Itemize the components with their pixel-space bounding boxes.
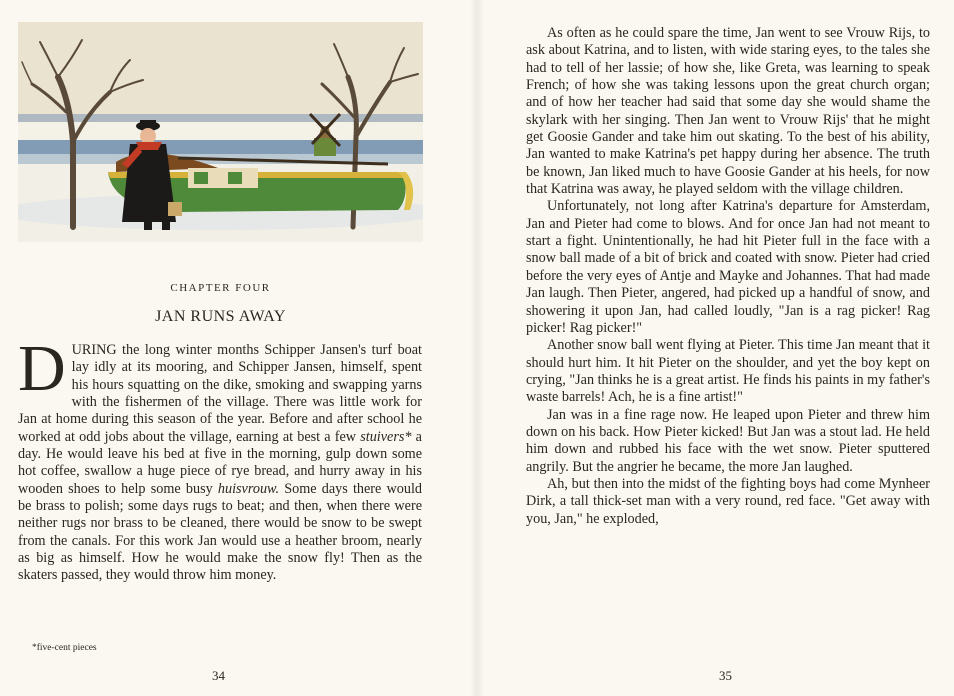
winter-scene-icon (18, 22, 423, 242)
chapter-title: JAN RUNS AWAY (155, 308, 286, 325)
paragraph: Jan was in a fine rage now. He leaped upon Pieter and threw him down on his back. How Pieter kicked! But Jan was a stout lad. He held him down and rubbed his face with the wet snow. Pieter sputtered angrily. But the angrier he became, the more Jan laughed. (526, 406, 930, 475)
chapter-illustration (18, 22, 423, 242)
page-number-right: 35 (719, 668, 732, 683)
paragraph (18, 332, 422, 585)
paragraph-text: URING the long winter months Schipper Jansen's turf boat lay idly at its mooring, and Schipper Jansen, himself, spent his hours squatting on the dike, smoking and swapping yarns with the fishermen of the village. There was little work for Jan at home during this season of the year. Before and after school he worked at odd jobs about the village, earning at best a few (18, 342, 422, 445)
paragraph: Unfortunately, not long after Katrina's departure for Amsterdam, Jan and Pieter had come to blows. And for once Jan had not meant to start a fight. Unintentionally, he had hit Pieter full in the face with a snow ball made of a bit of brick and coated with snow. Pieter had cried before the very eyes of Antje and Mayke and Johannes. That had made Jan laugh. Then Pieter, angered, had picked up a handful of snow, and showering it upon Jan, had called loudly, "Jan is a rag picker! Rag picker! Rag picker!" (526, 198, 930, 336)
paragraph: As often as he could spare the time, Jan went to see Vrouw Rijs, to ask about Katrina, and to listen, with wide staring eyes, to the tales she had to tell of her lassie; of how she, like Greta, was learning to speak French; of how she was taking lessons upon the great church organ; and of how her teacher had said that some day she would shame the skylark with her singing. Then Jan went to Vrouw Rijs' that he might get Goosie Gander and take him out skating. To the best of his ability, Jan wanted to make Katrina's pet happy during her absence. The truth be known, Jan liked much to have Goosie Gander at his heels, for now that Katrina was away, he played seldom with the village children. (526, 25, 930, 198)
right-page (477, 0, 954, 696)
left-body-text (18, 332, 422, 585)
italic-term-stuivers: stuivers* (360, 428, 412, 445)
right-body-text (526, 25, 930, 528)
footnote: *five-cent pieces (32, 643, 97, 653)
paragraph: Another snow ball went flying at Pieter. This time Jan meant that it should hurt him. It hit Pieter on the shoulder, and yet the boy kept on crying, "Jan thinks he is a great artist. He finds his paints in my father's waste barrels! Ach, he is a fine artist!" (526, 337, 930, 406)
paragraph-text: a day. He would leave his bed at five in the morning, gulp down some hot coffee, swallow a huge piece of rye bread, and hurry away in his wooden shoes to help some busy (18, 428, 422, 497)
paragraph: Ah, but then into the midst of the fighting boys had come Mynheer Dirk, a tall thick-set man with a very round, red face. "Get away with you, Jan," he exploded, (526, 475, 930, 527)
page-number-left: 34 (212, 668, 225, 683)
paragraph-text: Some days there would be brass to polish; some days rugs to beat; and then, when there were neither rugs nor brass to be cleaned, there would be snow to be swept from the canals. For this work Jan would use a heather broom, nearly as big as himself. How he would make the snow fly! Then as the skaters passed, they would throw him money. (18, 480, 422, 584)
italic-term-huisvrouw: huisvrouw. (217, 480, 279, 497)
chapter-label: CHAPTER FOUR (170, 282, 271, 294)
drop-cap: D (18, 332, 66, 405)
